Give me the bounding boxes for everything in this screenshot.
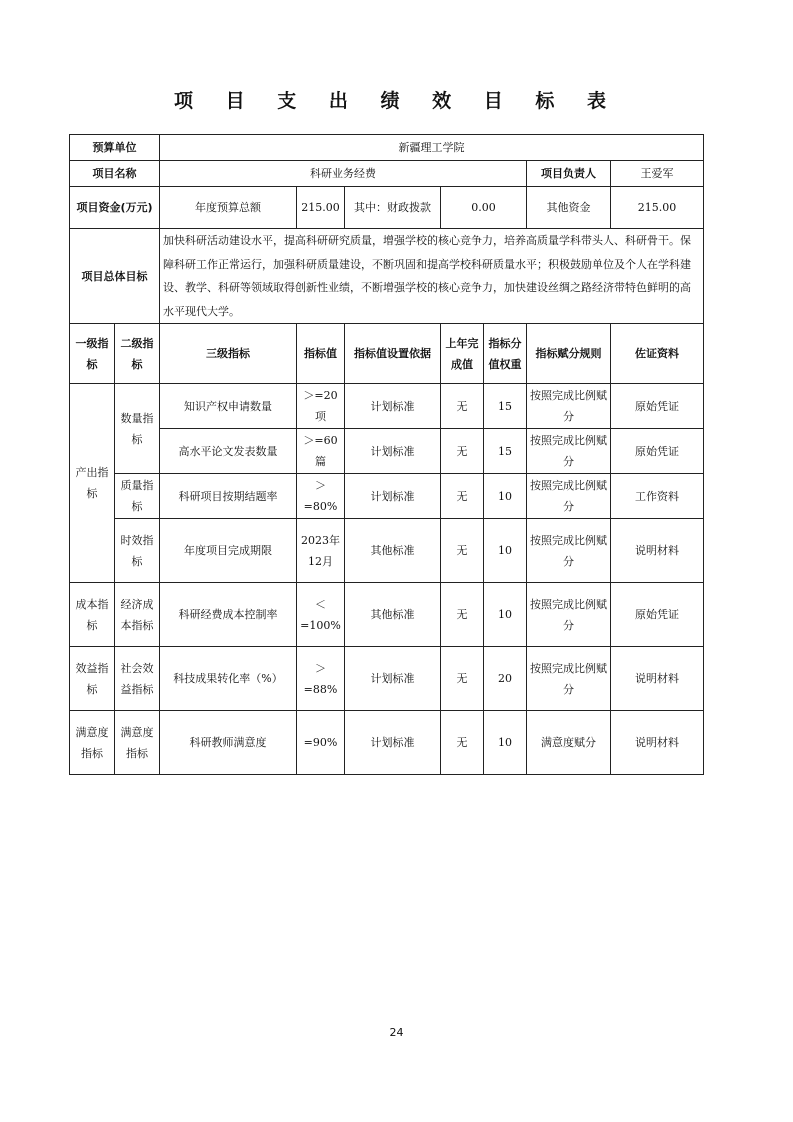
row-5-weight: 10 (484, 583, 527, 647)
manager-value: 王爱军 (611, 161, 704, 187)
row-7-rule: 满意度赋分 (527, 711, 611, 775)
row-4-basis: 其他标准 (345, 519, 441, 583)
overall-goal-text: 加快科研活动建设水平，提高科研研究质量，增强学校的核心竞争力，培养高质量学科带头人、科研骨干。保障科研工作正常运行，加强科研质量建设，不断巩固和提高学校科研质量水平；积极鼓励单位及个人在学科建设、教学、科研等领域取得创新性业绩，不断增强学校的核心竞争力，加快建设丝绸之路经济带特色鲜明的高水平现代大学。 (160, 229, 704, 324)
group-economic-cost: 经济成本指标 (115, 583, 160, 647)
group-quality: 质量指标 (115, 474, 160, 519)
page-title: 项 目 支 出 绩 效 目 标 表 (174, 90, 619, 112)
row-6-evidence: 说明材料 (611, 647, 704, 711)
row-7-value: =90% (297, 711, 345, 775)
fiscal-label: 其中：财政拨款 (345, 187, 441, 229)
row-5-rule: 按照完成比例赋分 (527, 583, 611, 647)
row-6-value: ＞=88% (297, 647, 345, 711)
annual-budget-label: 年度预算总额 (160, 187, 297, 229)
project-name-value: 科研业务经费 (160, 161, 527, 187)
row-2-rule: 按照完成比例赋分 (527, 429, 611, 474)
col-rule: 指标赋分规则 (527, 324, 611, 384)
group-satisfaction: 满意度指标 (70, 711, 115, 775)
col-basis: 指标值设置依据 (345, 324, 441, 384)
row-4-value: 2023年12月 (297, 519, 345, 583)
col-value: 指标值 (297, 324, 345, 384)
row-3-evidence: 工作资料 (611, 474, 704, 519)
funds-label: 项目资金(万元) (70, 187, 160, 229)
budget-unit-label: 预算单位 (70, 135, 160, 161)
group-satisfaction-sub: 满意度指标 (115, 711, 160, 775)
row-5-basis: 其他标准 (345, 583, 441, 647)
group-quantity: 数量指标 (115, 384, 160, 474)
other-label: 其他资金 (527, 187, 611, 229)
fiscal-value: 0.00 (441, 187, 527, 229)
group-output: 产出指标 (70, 384, 115, 583)
row-2-evidence: 原始凭证 (611, 429, 704, 474)
row-1-weight: 15 (484, 384, 527, 429)
row-7-evidence: 说明材料 (611, 711, 704, 775)
performance-table (69, 134, 704, 775)
row-6-basis: 计划标准 (345, 647, 441, 711)
group-benefit: 效益指标 (70, 647, 115, 711)
row-3-indicator: 科研项目按期结题率 (160, 474, 297, 519)
col-evidence: 佐证资料 (611, 324, 704, 384)
col-level1: 一级指标 (70, 324, 115, 384)
row-6-indicator: 科技成果转化率（%） (160, 647, 297, 711)
row-3-value: ＞=80% (297, 474, 345, 519)
row-5-evidence: 原始凭证 (611, 583, 704, 647)
row-4-weight: 10 (484, 519, 527, 583)
row-3-rule: 按照完成比例赋分 (527, 474, 611, 519)
budget-unit-value: 新疆理工学院 (160, 135, 704, 161)
project-name-label: 项目名称 (70, 161, 160, 187)
row-4-evidence: 说明材料 (611, 519, 704, 583)
row-1-indicator: 知识产权申请数量 (160, 384, 297, 429)
page-number: 24 (389, 1026, 404, 1039)
overall-goal-label: 项目总体目标 (70, 229, 160, 324)
row-1-evidence: 原始凭证 (611, 384, 704, 429)
row-2-basis: 计划标准 (345, 429, 441, 474)
row-2-weight: 15 (484, 429, 527, 474)
row-1-last: 无 (441, 384, 484, 429)
manager-label: 项目负责人 (527, 161, 611, 187)
row-7-weight: 10 (484, 711, 527, 775)
group-cost: 成本指标 (70, 583, 115, 647)
group-social-benefit: 社会效益指标 (115, 647, 160, 711)
other-value: 215.00 (611, 187, 704, 229)
col-last-year: 上年完成值 (441, 324, 484, 384)
row-6-last: 无 (441, 647, 484, 711)
row-3-basis: 计划标准 (345, 474, 441, 519)
row-5-indicator: 科研经费成本控制率 (160, 583, 297, 647)
row-4-last: 无 (441, 519, 484, 583)
row-6-rule: 按照完成比例赋分 (527, 647, 611, 711)
annual-budget-value: 215.00 (297, 187, 345, 229)
row-4-rule: 按照完成比例赋分 (527, 519, 611, 583)
row-3-weight: 10 (484, 474, 527, 519)
group-timeliness: 时效指标 (115, 519, 160, 583)
row-5-last: 无 (441, 583, 484, 647)
row-7-indicator: 科研教师满意度 (160, 711, 297, 775)
row-5-value: ＜=100% (297, 583, 345, 647)
row-7-basis: 计划标准 (345, 711, 441, 775)
row-2-indicator: 高水平论文发表数量 (160, 429, 297, 474)
row-4-indicator: 年度项目完成期限 (160, 519, 297, 583)
row-7-last: 无 (441, 711, 484, 775)
col-weight: 指标分值权重 (484, 324, 527, 384)
col-level2: 二级指标 (115, 324, 160, 384)
row-2-value: ＞=60篇 (297, 429, 345, 474)
row-1-value: ＞=20项 (297, 384, 345, 429)
row-2-last: 无 (441, 429, 484, 474)
row-6-weight: 20 (484, 647, 527, 711)
col-level3: 三级指标 (160, 324, 297, 384)
row-1-basis: 计划标准 (345, 384, 441, 429)
row-1-rule: 按照完成比例赋分 (527, 384, 611, 429)
row-3-last: 无 (441, 474, 484, 519)
